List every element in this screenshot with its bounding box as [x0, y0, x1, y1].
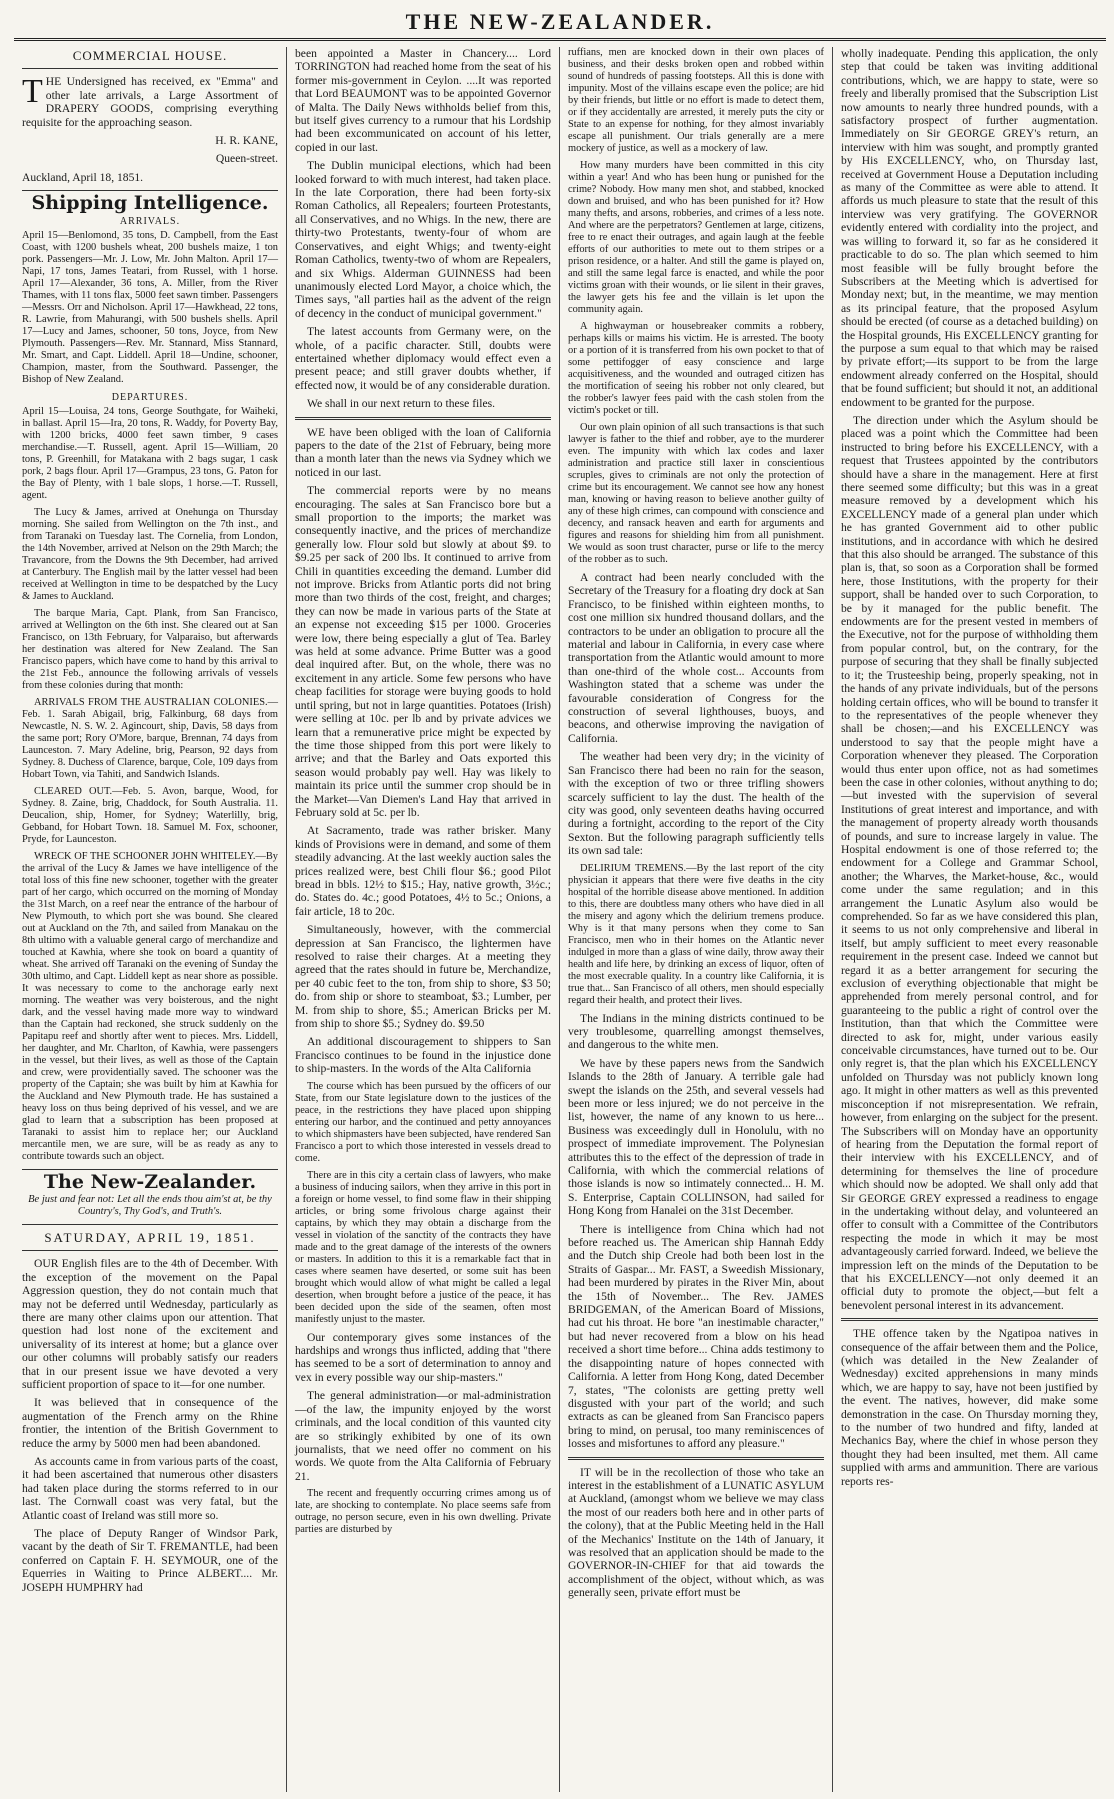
article-paragraph: The weather had been very dry; in the vicinity of San Francisco there had been no rain for the season, with the exception of two or three trifling showers scarcely sufficient to lay the dust. The health of the city was good, only seventeen deaths having occurred during a fortnight, according to the report of the City Sexton. But the following paragraph sufficiently tells its own sad tale: — [568, 750, 824, 858]
article-paragraph: The Indians in the mining districts continued to be very troublesome, quarrelling amongst themselves, and dangerous to the white men. — [568, 1011, 824, 1052]
article-paragraph: The Lucy & James, arrived at Onehunga on Thursday morning. She sailed from Wellington on the 7th inst., and from Taranaki on Tuesday last. The Cornelia, from London, the 14th November, arrived at Nelson on the 29th March; the Travancore, from the Downs the 9th December, had arrived at Canterbury. The English mail by the latter vessel had been received at Wellington in time to be despatched by the Lucy & James to Auckland. — [22, 507, 278, 603]
article-paragraph: An additional discouragement to shippers to San Francisco continues to be found in the injustice done to ship-masters. In the words of the Alta California — [295, 1035, 551, 1076]
article-paragraph: The Dublin municipal elections, which had been looked forward to with much interest, had taken place. In the late Corporation, there had been forty-six Roman Catholics, all Repealers; fourteen Protestants, all Conservatives, and no Whigs. In the new, there are thirty-two Protestants, twenty-four of whom are Conservatives, and eight Whigs; and twenty-eight Roman Catholics, twenty-two of whom are Repealers, and six Whigs. Alderman GUINNESS had been unanimously elected Lord Mayor, a choice which, the Times says, "all parties hail as the advent of the reign of decency in the conduct of municipal government." — [295, 159, 551, 320]
article-paragraph: Our contemporary gives some instances of the hardships and wrongs thus inflicted, adding that "there has seemed to be a sort of determination to annoy and vex in every possible way our ship-masters." — [295, 1330, 551, 1384]
quoted-paragraph: The recent and frequently occurring crimes among us of late, are shocking to contemplate. No place seems safe from outrage, no person secure, even in his own dwelling. Private parties are disturbed by — [295, 1488, 551, 1536]
quoted-paragraph: Our own plain opinion of all such transactions is that such lawyer is father to the thief and robber, aye to the murderer even. The impunity with which lax codes and laxer administration and practice still laxer in conscientious scruples, gives to criminals are not only the protection of crime but its encouragement. We cannot see how any honest man, knowing or having reason to believe another guilty of any of these high crimes, can compound with conscience and decency, and ransack heaven and earth for arguments and figures and reasons for shielding him from all punishment. We would as soon trust character, purse or life to the mercy of the robber as to such. — [568, 422, 824, 565]
article-paragraph: OUR English files are to the 4th of December. With the exception of the movement on the Papal Aggression question, they do not contain much that may not be deferred until Wednesday, particularly as there are many other claims upon our attention. That question had lost none of the excitement and universality of its interest at home; but a glance over our other columns will probably satisfy our readers that in our present issue we have devoted a very sufficient proportion of space to it—for one number. — [22, 1257, 278, 1391]
article-paragraph: WE have been obliged with the loan of California papers to the date of the 21st of February, being more than a month later than the news via Sydney which we noticed in our last. — [295, 425, 551, 479]
article-paragraph: IT will be in the recollection of those who take an interest in the establishment of a LUNATIC ASYLUM at Auckland, (amongst whom we believe we may class the most of our readers both here and in other parts of the colony), that at the Public Meeting held in the Hall of the Mechanics' Institute on the 14th of January, it was resolved that an application should be made to the GOVERNOR-IN-CHIEF for that aid towards the accomplishment of the object, without which, as was generally seen, private effort must be — [568, 1465, 824, 1600]
column-2 — [287, 47, 560, 1792]
column-4 — [833, 47, 1106, 1792]
article-paragraph: There is intelligence from China which had not before reached us. The American ship Hannah Eddy and the Dutch ship Creole had both been lost in the Straits of Gaspar... Mr. FAST, a Sweedish Missionary, had been murdered by pirates in the River Min, about the 15th of November... The Rev. JAMES BRIDGEMAN, of the American Board of Missions, had cut his throat. He bore "an inestimable character," but had never recovered from a blow on his head received a short time before... China adds testimony to the disappointing nature of hopes connected with California. A letter from Hong Kong, dated December 7, states, "The colonists are getting pretty well disgusted with your part of the world; and such extracts as can be gleaned from San Francisco papers bring to mind, on perusal, too many reminiscences of losses and misfortunes to afford any pleasure." — [568, 1222, 824, 1451]
divider — [22, 190, 278, 191]
ad-signature: H. R. KANE, — [215, 134, 278, 148]
departures-header: DEPARTURES. — [111, 392, 189, 404]
ad-date: Auckland, April 18, 1851. — [22, 170, 144, 184]
article-paragraph: We shall in our next return to these files. — [307, 397, 496, 411]
divider — [22, 1250, 278, 1251]
divider — [22, 1169, 278, 1170]
quoted-paragraph: ruffians, men are knocked down in their own places of business, and their desks broken open and robbed within sound of hundreds of passing footsteps. All this is done with impunity. Most of the villains escape even the police; are hid by their friends, but little or no effort is made to detect them, or if they accidentally are arrested, it merely puts the city or State to an expense for nothing, for they almost invariably escape all punishment. Our trials generally are a mere mockery of justice, as well as a mockery of law. — [568, 47, 824, 154]
column-1 — [14, 47, 287, 1792]
article-paragraph: The direction under which the Asylum should be placed was a point which the Committee had been instructed to bring before his EXCELLENCY, with a request that Trustees appointed by the contributors should have a share in the management. Here at first there seemed some difficulty; but this was in a great measure removed by a development which his EXCELLENCY made of a general plan under which he has granted Government aid to other public institutions, and in accordance with which he desired that this also should be arranged. The substance of this plan is, that, so soon as a Corporation shall be formed here, those Institutions, with the property for their support, shall be handed over to such Corporation, to be by it managed for the public benefit. The endowments are for the present vested in members of the Executive, not for the purpose of withholding them from popular control, but, on the contrary, for the purpose of securing that they shall be finally subjected to it; the Trusteeship being, properly speaking, not in the hands of any private individuals, but of the persons holding certain offices, who will be bound to transfer it to the representatives of the people whenever they shall be chosen;—and his EXCELLENCY was understood to say that the people might have a Corporation whenever they pleased. The Corporation would thus enter upon office, not as had sometimes been the case in other colonies, without anything to do;—but invested with the supervision of several Institutions of great interest and importance, and with the management of property already worth thousands of pounds, and sure to increase largely in value. The Hospital endowment is one of those referred to; the endowment for a College and Grammar School, another; the Wharves, the Market-house, &c., would come under the same regulation; and in this arrangement the Lunatic Asylum also would be comprehended. So far as we have considered this plan, it seems to us not only comprehensive and liberal in itself, but amply sufficient to meet every reasonable requirement in the present case. Indeed we cannot but regard it as a better arrangement for securing the exclusion of everything objectionable that might be apprehended from merely personal control, and for guaranteeing to the public a right of control over the Institution, than that which the Committee were directed to ask for, might, under various easily conceivable circumstances, have turned out to be. Our only regret is, that the plan which his EXCELLENCY unfolded on Thursday was not publicly known long ago. It might in other matters as well as this prevented misconception if not misrepresentation. We refrain, however, from enlarging on the subject for the present. The Subscribers will on Monday have an opportunity of hearing from the Deputation the formal report of their interview with his EXCELLENCY, and of determining for themselves the line of procedure which should now be adopted. We shall only add that Sir GEORGE GREY expressed a readiness to engage in the undertaking without delay, and volunteered an offer to consult with a Committee of the Contributors respecting the mode in which it may be most advantageously carried forward. Indeed, we believe the impression left on the minds of the Deputation to be that his EXCELLENCY—not only deemed it an official duty to promote the object,—but felt a benevolent personal interest in its advancement. — [841, 413, 1098, 1312]
quoted-paragraph: DELIRIUM TREMENS.—By the last report of the city physician it appears that there were five deaths in the city hospital of the horrible disease above mentioned. In addition to this, there are doubtless many others who have died in all the misery and agony which the delirium tremens produce. Why is it that many persons when they come to San Francisco, men who in their homes on the Atlantic never indulged in more than a glass of wine daily, throw away their health and life here, by drinking an excess of liquor, often of the most execrable quality. In a country like California, it is true that... San Francisco of all others, men should especially regard their health, and protect their lives. — [568, 862, 824, 1006]
divider — [295, 417, 551, 420]
quoted-paragraph: There are in this city a certain class of lawyers, who make a business of inducing sailors, when they arrive in this port in a foreign or home vessel, to find some flaw in their shipping articles, or bring some frivolous charge against their captains, by which they may obtain a discharge from the vessel in violation of the sanctity of the contracts they have made and to the great damage of the interests of the owners or masters. In addition to this it is a remarkable fact that in cases where seamen have deserted, or some suit has been brought which would allow of what might be called a legal desertion, when brought before a justice of the peace, it has been decided upon the side of the seamen, often most manifestly unjust to the master. — [295, 1169, 551, 1325]
article-paragraph: The barque Maria, Capt. Plank, from San Francisco, arrived at Wellington on the 6th inst. She cleared out at San Francisco, on 13th February, for Valparaiso, but afterwards her destination was altered for New Zealand. The San Francisco papers, which have come to hand by this arrival to the 21st Feb., announce the following arrivals of vessels from these colonies during that month: — [22, 608, 278, 692]
article-paragraph: The general administration—or mal-administration—of the law, the impunity enjoyed by the worst criminals, and the local condition of this vaunted city are so strikingly exhibited by one of its own journalists, that we need offer no comment on his words. We quote from the Alta California of February 21. — [295, 1389, 551, 1483]
divider — [841, 1318, 1098, 1321]
article-paragraph: It was believed that in consequence of the augmentation of the French army on the Rhine frontier, the intention of the British Government to reduce the army by 5000 men had been abandoned. — [22, 1396, 278, 1450]
quoted-paragraph: The course which has been pursued by the officers of our State, from our State legislature down to the justices of the peace, in the restrictions they have placed upon shipping entering our harbor, and the continued and petty annoyances to which shipmasters have been subjected, have rendered San Francisco a port to which those interested in vessels dread to come. — [295, 1080, 551, 1164]
divider — [22, 1224, 278, 1225]
commercial-house-title: COMMERCIAL HOUSE. — [72, 48, 228, 63]
issue-date: SATURDAY, APRIL 19, 1851. — [44, 1229, 256, 1245]
article-paragraph: The commercial reports were by no means encouraging. The sales at San Francisco bore but a small proportion to the imports; the market was consequently inactive, and the prices of merchandize generally low. Flour sold but slowly at about $9. to $9.25 per sack of 200 lbs. It continued to arrive from Chili in quantities exceeding the demand. Lumber did not improve. Bricks from Atlantic ports did not bring more than two thirds of the cost, freight, and charges; they can now be made in various parts of the State at an expense not exceeding $15 per 1000. Groceries were low, there being especially a glut of Tea. Barley was held at some advance. Prime Butter was a good deal inquired after. But, on the whole, there was no excitement in any article. Some few persons who have cheap facilities for storage were buying goods to hold until spring, but not in large quantities. Potatoes (Irish) were selling at 10c. per lb and by private advices we learn that a remunerative price might be expected by the time those shipped from this port were likely to arrive; and that the Barley and Oats exported this season would probably pay well. Hay was likely to maintain its price until the summer crop should be in the Market—Van Diemen's Land Hay that arrived in February sold at 5c. per lb. — [295, 484, 551, 819]
ad-place: Queen-street. — [215, 152, 278, 166]
article-paragraph: ARRIVALS FROM THE AUSTRALIAN COLONIES.—Feb. 1. Sarah Abigail, brig, Falkinburg, 68 days from Newcastle, N. S. W. 2. Agincourt, ship, Davis, 58 days from the same port; Rory O'More, barque, Brennan, 74 days from Launceston. 7. Mary Adeline, brig, Pearson, 92 days from Sydney. 8. Duchess of Clarence, barque, Cole, 109 days from Hobart Town, via Tahiti, and Sandwich Islands. — [22, 697, 278, 781]
arrivals-header: ARRIVALS. — [119, 215, 181, 227]
divider — [568, 1457, 824, 1460]
article-paragraph: The place of Deputy Ranger of Windsor Park, vacant by the death of Sir T. FREMANTLE, had been conferred on Captain F. H. SEYMOUR, one of the Equerries in Waiting to Prince ALBERT.... Mr. JOSEPH HUMPHRY had — [22, 1527, 278, 1594]
drapery-ad: THE Undersigned has received, ex "Emma" and other late arrivals, a Large Assortment of DRAPERY GOODS, comprising everything requisite for the approaching season. — [22, 73, 278, 129]
columns — [14, 47, 1106, 1792]
quoted-paragraph: How many murders have been committed in this city within a year! And who has been hung or punished for the crime? Nobody. How many men shot, and stabbed, knocked down and bruised, and who has been punished for it? How many thefts, and arsons, robberies, and crimes of a less note. And where are the perpetrators? Gentlemen at large, citizens, free to re enact their outrages, and again laugh at the feeble efforts of our authorities to mete out to them stripes or a prison residence, or a halter. And still the game is played on, and still the same legal farce is enacted, and while the poor victims groan with their wounds, or lie silent in their graves, the lawyer gets his fee and the villain is let upon the community again. — [568, 160, 824, 315]
article-paragraph: As accounts came in from various parts of the coast, it had been ascertained that numerous other disasters had taken place during the storms referred to in our last. The Cornwall coast was very fatal, but the Atlantic coast of Ireland was still more so. — [22, 1454, 278, 1522]
article-paragraph: CLEARED OUT.—Feb. 5. Avon, barque, Wood, for Sydney. 8. Zaine, brig, Chaddock, for South Australia. 11. Deucalion, ship, Homer, for Sydney; Waterlilly, brig, Gebband, for Hobart Town. 18. Samuel M. Fox, schooner, Pryde, for Launceston. — [22, 786, 278, 846]
masthead: THE NEW-ZEALANDER. — [405, 9, 715, 34]
article-paragraph: A contract had been nearly concluded with the Secretary of the Treasury for a floating dry dock at San Francisco, to be finished within eighteen months, to cost one million six hundred thousand dollars, and the contractors to be under an obligation to procure all the material and labour in California, in every case where transportation from the Atlantic would amount to more than one-third of the whole cost... Accounts from Washington stated that a scheme was under the favourable consideration of Congress for the construction of several lighthouses, buoys, and beacons, and otherwise improving the navigation of California. — [568, 571, 824, 745]
divider — [22, 68, 278, 69]
article-paragraph: At Sacramento, trade was rather brisker. Many kinds of Provisions were in demand, and some of them steadily advancing. At the last weekly auction sales the prices realized were, best Chili flour $6.; good Pilot bread in bbls. 12½ to $15.; Hay, native growth, 3½c.; do. States do. 4c.; good Potatoes, 4½ to 5c.; Onions, a fair article, 18 to 20c. — [295, 824, 551, 918]
article-paragraph: The latest accounts from Germany were, on the whole, of a pacific character. Still, doubts were entertained whether diplomacy would effect even a present peace; and still graver doubts whether, if effected now, it would be of any considerable duration. — [295, 325, 551, 392]
arrivals-list: April 15—Benlomond, 35 tons, D. Campbell, from the East Coast, with 1200 bushels wheat, 200 bushels maize, 1 ton pork. Passengers—Mr. J. Low, Mr. John Malton. April 17—Napi, 17 tons, James Teatari, from Russel, with 1 horse. April 17—Alexander, 36 tons, A. Miller, from the River Thames, with 11 tons flax, 5000 feet sawn timber. Passengers—Messrs. Orr and Nicholson. April 17—Hawkhead, 22 tons, R. Lawrie, from Mahurangi, with 500 bushels shells. April 17—Lucy and James, schooner, 50 tons, Joyce, from New Plymouth. Passengers—Rev. Mr. Stannard, Miss Stannard, Mr. Smart, and Capt. Liddell. April 18—Undine, schooner, Champion, master, from the Southward. Passenger, the Bishop of New Zealand. — [22, 230, 278, 386]
article-paragraph: We have by these papers news from the Sandwich Islands to the 28th of January. A terrible gale had swept the islands on the 25th, and several vessels had been more or less injured; we do not perceive in the list, however, the name of any known to us here... Business was exceedingly dull in Honolulu, with no prospect of immediate improvement. The Polynesian attributes this to the effect of the depression of trade in California, with which the commercial relations of those islands is now so intimately connected... H. M. S. Enterprise, Captain COLLINSON, had sailed for Hong Kong from Hanalei on the 31st December. — [568, 1056, 824, 1218]
article-paragraph: THE offence taken by the Ngatipoa natives in consequence of the affair between them and the Police, (which was detailed in the New Zealander of Wednesday) excited apprehensions in many minds which, we are happy to say, have not been justified by the event. The natives, however, did make some demonstration in the case. On Thursday morning they, to the number of two hundred and fifty, landed at Mechanics Bay, where the chief in whose person they thought they had been insulted, met them. All came supplied with arms and ammunition. There are various reports res- — [841, 1327, 1098, 1488]
drop-cap: T — [22, 73, 43, 111]
paper-title: The New-Zealander. — [43, 1171, 257, 1194]
article-paragraph: Simultaneously, however, with the commercial depression at San Francisco, the lightermen have resolved to raise their charges. At a meeting they agreed that the rates should in future be, Merchandize, per 40 cubic feet to the ton, from ship to shore, $3 50; do. from ship or shore to steamboat, $3.; Lumber, per M. from ship to shore, $5.; American Bricks per M. from ship to shore $5.; Sydney do. $9.50 — [295, 923, 551, 1031]
article-paragraph: WRECK OF THE SCHOONER JOHN WHITELEY.—By the arrival of the Lucy & James we have intelligence of the total loss of this fine new schooner, together with the greater part of her cargo, which occurred on the morning of Monday the 31st March, on a reef near the entrance of the harbour of New Plymouth, to which port she was bound. She cleared out at Auckland on the 7th, and sailed from Manakau on the 8th ultimo with a valuable general cargo of merchandize and touched at Kawhia, where she took on board a quantity of wheat. She arrived off Taranaki on the evening of Sunday the 30th ultimo, and Capt. Liddell kept as near shore as possible. It was necessary to come to the anchorage early next morning. The weather was very boisterous, and the night dark, and the vessel having made more way to windward than the Captain had reckoned, she struck suddenly on the Papitapu reef and shortly after went to pieces. Mrs. Liddell, her daughter, and Mr. Charlton, of Kawhia, were passengers in the vessel, but their lives, as well as those of the Captain and crew, were providentially saved. The schooner was the property of the Captain; she was built by him at Kawhia for the Auckland and New Plymouth trade. He has sustained a heavy loss on thus being deprived of his vessel, and we are glad to learn that a subscription has been proposed at Taranaki to assist him to replace her; our Auckland mercantile men, we are sure, will be as ready as any to contribute towards such an object. — [22, 851, 278, 1163]
masthead-rule — [14, 38, 1106, 41]
article-paragraph: wholly inadequate. Pending this application, the only step that could be taken was inviting additional contributions, which, we are happy to state, were so freely and liberally promised that the Subscription List now amounts to nearly three hundred pounds, with a satisfactory prospect of further augmentation. Immediately on Sir GEORGE GREY's return, an interview with him was sought, and promptly granted by His EXCELLENCY, who, on Thursday last, received at Government House a Deputation including as many of the Committee as were able to attend. It affords us much pleasure to state that the result of this interview was very gratifying. The GOVERNOR evidently entered with cordiality into the project, and was willing to forward it, so far as he considered it practicable to do so. The plan which seemed to him most feasible will be fully brought before the Subscribers at the Meeting which is advertised for Monday next; but, in the meantime, we may mention as its principal feature, that the proposed Asylum should be erected (of course as a detached building) on the Hospital grounds, His EXCELLENCY granting for the purpose a sum equal to that which may be raised by private effort;—its support to be from the large endowment already conferred on the Hospital, should that be found sufficient; but should it not, an additional endowment to be granted for the purpose. — [841, 47, 1098, 409]
shipping-intelligence-title: Shipping Intelligence. — [31, 192, 269, 215]
quoted-paragraph: A highwayman or housebreaker commits a robbery, perhaps kills or maims his victim. He is arrested. The booty or a portion of it is transferred from his own pocket to that of some pettifogger of easy conscience and large acquisitiveness, and the wounded and outraged citizen has the mortification of seeing his robber not only cleared, but the robber's lawyer fees paid with the cash stolen from the victim's pocket or till. — [568, 321, 824, 416]
article-paragraph: been appointed a Master in Chancery.... Lord TORRINGTON had reached home from the seat of his former mis-government in Ceylon. ....It was reported that Lord BEAUMONT was to be appointed Governor of Malta. The Daily News withholds belief from this, but itself gives currency to a rumour that his Lordship had been excommunicated on account of his letter, copied in our last. — [295, 47, 551, 154]
departures-list: April 15—Louisa, 24 tons, George Southgate, for Waiheki, in ballast. April 15—Ira, 20 tons, R. Waddy, for Poverty Bay, with 1200 bricks, 4000 feet sawn timber, 9 cases merchandise.—T. Russell, agent. April 15—William, 20 tons, P. Greenhill, for Matakana with 2 bags sugar, 1 cask pork, 2 bags flour. April 17—Grampus, 23 tons, G. Paton for the Bay of Plenty, with 1 bale slops, 1 horse.—T. Russell, agent. — [22, 406, 278, 502]
motto: Be just and fear not: Let all the ends thou aim'st at, be thy Country's, Thy God's, and Truth's. — [28, 1193, 272, 1217]
column-3 — [560, 47, 833, 1792]
